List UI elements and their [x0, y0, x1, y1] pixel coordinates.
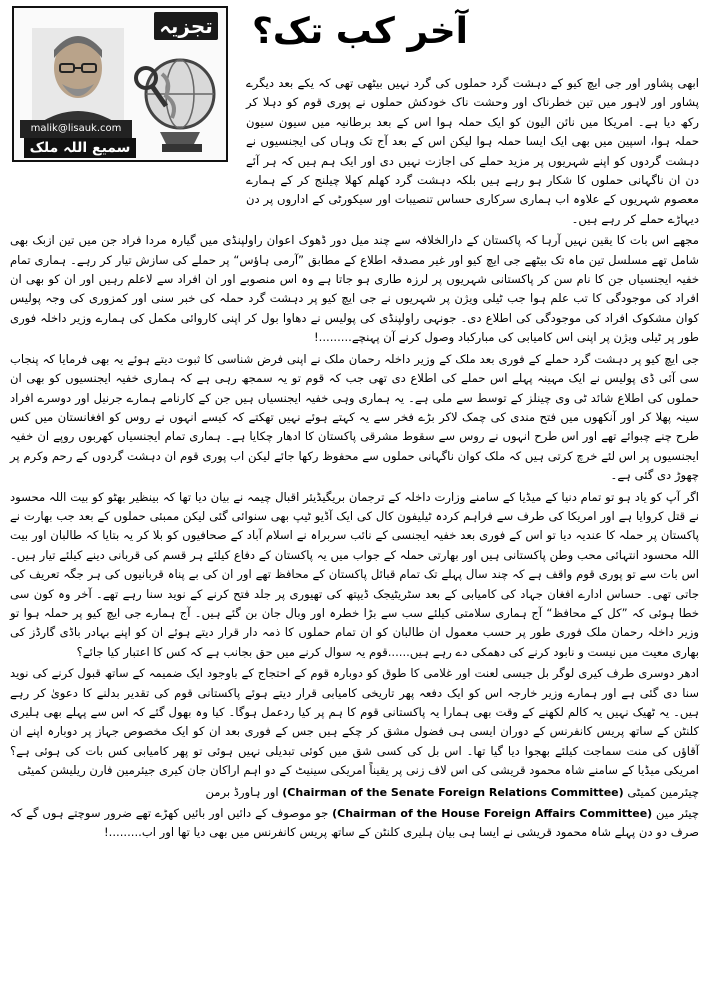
- paragraph-5: ادھر دوسری طرف کیری لوگر بل جیسی لعنت اور غلامی کا طوق کو دوبارہ قوم کے احتجاج کے باوجود ایک ضمیمہ کے ساتھ قبول کرنے کی نوید سنا دی گئی ہے اور ہمارے وزیر خارجہ اس کو ایک دفعہ پھر تاریخی کامیابی قرار دیتے ہوئے پاکستانی قوم کی تقدیر بدلنے کا دعویٰ کر رہے ہیں۔ یہ ٹھیک نہیں یہ کالم لکھنے کے وقت بھی ہمارا یہ پاکستانی قوم کا ہم پر کیا ردعمل ہوگا۔ کیا وہ بھول گئے کہ اس سے پہلے بھی ہلیری کلنٹن کے ساتھ پریس کانفرنس کے دوران ایسی ہی فضول مشق کر چکے ہیں جس کے فوری بعد ان کو ایک مخصوص جہاز پر دوبارہ اپنے ان آقاؤں کی منت سماجت کیلئے بھجوا دیا گیا تھا۔ اس بل کی کسی شق میں کوئی تبدیلی نہیں ہوئی تو پھر کامیابی کس بات کی ہوئی ہے؟ امریکی میڈیا کے سامنے شاہ محمود قریشی کی اس لاف زنی پر یقیناً امریکی سینیٹ کے دو اہم اراکان جان کیری جیئرمین فارن ریلیشن کمیٹی: [10, 666, 699, 778]
- paragraph-7: [10, 804, 699, 843]
- article-body: [10, 74, 699, 989]
- paragraph-7-lead: چیئر مین: [652, 806, 699, 821]
- paragraph-3: جی ایچ کیو پر دہشت گرد حملے کے فوری بعد ملک کے وزیر داخلہ رحمان ملک نے اپنی فرض شناسی کا ثبوت دیتے ہوئے یہ بھی فرمایا کہ پنجاب سی آئی ڈی پولیس نے ایک مہینہ پہلے اس حملے کی اطلاع دی تھی جب کہ قوم تو یہ سمجھ رہی ہے کہ ہماری خفیہ ایجنسیوں کو بھی ان حملوں کی اطلاع شائد ٹی وی چینلز کے توسط سے ملی ہے۔ یہ ہماری وہی خفیہ ایجنسیاں ہیں جن کے کارنامے ہمارے جرنیل اور دوسرے افراد سینہ پھلا کر اور آنکھوں میں فتح مندی کی چمک لاکر بڑے فخر سے یہ کہتے ہوئے نہیں تھکتے کہ کیسے انہوں نے روس کو افغانستان میں کس طرح چنے چبوائے تھے اور اس طرح انہوں نے روس سے سقوط مشرقی پاکستان کا ادھار چکایا ہے۔ ہماری تمام ایجنسیاں کھربوں روپے ان خفیہ ایجنسیوں پر اس لئے خرچ کرتی ہیں کہ ملک کوان ناگہانی حملوں سے محفوظ رکھا جائے لیکن اب پوری قوم ان دہشت گردوں کے رحم وکرم پر چھوڑ دی گئی ہے۔: [10, 351, 699, 483]
- paragraph-6-lead: چیئرمین کمیٹی: [623, 784, 699, 799]
- house-committee-name: (Chairman of the House Foreign Affairs Committee): [332, 807, 653, 821]
- paragraph-2: مجھے اس بات کا یقین نہیں آرہا کہ پاکستان کے دارالخلافہ سے چند میل دور ڈھوک اعوان راولپنڈی میں گیارہ مردا فراد جن میں تین ازبک بھی شامل تھے مسلسل تین ماہ تک بیٹھے جی ایچ کیو اور غیر مصدقہ اطلاع کے مطابق ”آرمی ہاؤس“ پر حملے کی سازش تیار کر رہے۔ ہماری تمام خفیہ ایجنسیاں جن کا نام سن کر پاکستانی شہریوں پر لرزہ طاری ہو جاتا ہے وہ اس منصوبے اور ان افراد سے لاعلم رہیں اور ان کو بھی ان افراد کی موجودگی کا تب علم ہوا جب ٹیلی ویژن پر شہریوں نے جی ایچ کیو پر دہشت گرد حملہ کی خبر سنی اور کمزوری کی وجہ پولیس کوان مشکوک افراد کی موجودگی کی اطلاع دی۔ جونہی راولپنڈی کی پولیس نے دھاوا بول کر اپنی کاروائی مکمل کی ہمارے وزیر داخلہ فوری طور پر ٹیلی ویژن پر اپنی اس کامیابی کی مبارکباد وصول کرنے آن پہنچے.........!: [10, 233, 699, 345]
- author-email: malik@lisauk.com: [20, 120, 132, 138]
- paragraph-4: اگر آپ کو یاد ہو تو تمام دنیا کے میڈیا کے سامنے وزارت داخلہ کے ترجمان بریگیڈیئر اقبال چیمہ نے بیان دیا تھا کہ بینظیر بھٹو کو بیت اللہ محسود نے قتل کروایا ہے اور امریکا کی طرف سے فراہم کردہ ٹیلیفون کال کی ایک آڈیو ٹیپ بھی سنوائی گئی لیکن ممبئی حملوں کے بعد جب بھارت نے پاکستان پر حملہ کا عندیہ دیا تو اس کے فوری بعد خفیہ ایجنسی کے نائب سربراہ نے اسلام آباد کے صحافیوں کو بلا کر یہ بتایا کہ طالبان اور بیت اللہ محسود انتہائی محب وطن پاکستانی ہیں اور بھارتی حملہ کے جواب میں یہ پاکستان کے دفاع کیلئے ہر قسم کی قربانی دینے کیلئے تیار ہیں۔ اس بات سے تو پوری قوم واقف ہے کہ چند سال پہلے تک تمام قبائل پاکستان کے محافظ تھے اور ان کی بے پناہ قربانیوں کی ہر جگہ تعریف کی جاتی تھی۔ حساس ادارے افغان جہاد کی کامیابی کے بعد سٹریٹیجک ڈیپتھ کی تھیوری پر جلد فتح کرنے کے نوید سنا رہے تھے۔ آخر وہ کون سی خطا ہوئی کہ ”کل کے محافظ“ آج ہماری سلامتی کیلئے سب سے بڑا خطرہ اور وبال جان بن گئے ہیں۔ آج ہمارے جی ایچ کیو پر حملہ ہوا تو وزیر داخلہ رحمان ملک فوری طور پر حسب معمول ان طالبان کو ان تمام حملوں کا ذمہ دار قرار دیتے ہوئے ان کو اپنے بہادر باڈی گارڈز کی بھاری معیت میں نیست و نابود کرنے کی دھمکی دے رہے ہیں......قوم یہ سوال کرنے میں حق بجانب ہے کہ کس کا اعتبار کیا جائے؟: [10, 489, 699, 659]
- article-title: آخر کب تک؟: [251, 11, 469, 52]
- paragraph-6: [10, 783, 699, 802]
- analysis-badge: تجزیہ: [154, 12, 218, 40]
- paragraph-6-tail: اور ہاورڈ برمن: [205, 784, 283, 799]
- paragraph-7-tail: جو موصوف کے دائیں اور بائیں کھڑے تھے ضرور سوچتے ہوں گے کہ صرف دو دن پہلے شاہ محمود قریشی نے ایسا ہی بیان ہلیری کلنٹن کے ساتھ پریس کانفرنس میں بھی دیا تھا اور اب.........!: [10, 806, 699, 840]
- author-name: سمیع اللہ ملک: [24, 138, 136, 158]
- paragraph-1: ابھی پشاور اور جی ایچ کیو کے دہشت گرد حملوں کی گرد نہیں بیٹھی تھی کہ یکے بعد دیگرے پشاور اور لاہور میں تین خطرناک اور وحشت ناک خودکش حملوں نے پوری قوم کو دہلا کر رکھ دیا ہے۔ امریکا میں نائن الیون کو ایک حملہ ہوا اس کے بعد برطانیہ میں سیون سیون حملہ ہوا، اسپین میں بھی ایک ایسا حملہ ہوا لیکن اس کے بعد آج تک وہاں کی ایجنسیوں نے دہشت گردوں کو اپنے شہریوں پر مزید حملے کی اجازت نہیں دی اور ایک ہم ہیں کہ ہر آئے دن ان ناگہانی حملوں کا شکار ہو رہے ہیں بلکہ دہشت گرد کھلم کھلا چیلنج کر کے ہمارے معصوم شہریوں کے علاوہ اب ہماری سرکاری حساس تنصیبات اور سیکورٹی کے اداروں پر دن دیہاڑے حملے کر رہے ہیں۔: [246, 76, 699, 226]
- senate-committee-name: (Chairman of the Senate Foreign Relations Committee): [282, 785, 624, 799]
